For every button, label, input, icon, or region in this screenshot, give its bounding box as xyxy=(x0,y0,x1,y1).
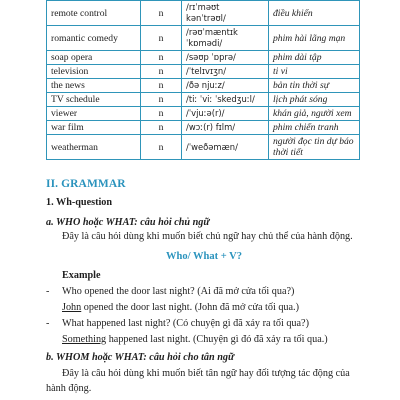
vocab-pronunciation xyxy=(182,135,269,160)
vocab-pronunciation xyxy=(182,65,269,79)
pronunciation-line: ˈkɒmədi/ xyxy=(186,38,223,48)
vocab-part-of-speech: n xyxy=(141,65,182,79)
answer-subject: John xyxy=(62,302,82,313)
bullet-dash: - xyxy=(46,318,50,329)
vocab-row xyxy=(47,1,360,26)
pronunciation-line: /rəʊˈmæntɪk xyxy=(186,27,238,37)
vocab-meaning: ti vi xyxy=(269,65,360,79)
vocab-meaning: phim hài lãng mạn xyxy=(269,26,360,51)
example-question-1: Who opened the door last night? (Ai đã mở cửa tối qua?) xyxy=(62,286,295,297)
pronunciation-line: /rɪˈməʊt xyxy=(186,2,220,12)
subsection-title: 1. Wh-question xyxy=(46,197,113,208)
vocab-pronunciation xyxy=(182,51,269,65)
example-question-2: What happened last night? (Có chuyện gì đã xảy ra tối qua?) xyxy=(62,318,309,329)
vocab-meaning: phim dài tập xyxy=(269,51,360,65)
pronunciation-line: kənˈtrəʊl/ xyxy=(186,13,226,23)
pronunciation-line: /wɔː(r) fɪlm/ xyxy=(186,122,236,132)
vocab-row xyxy=(47,51,360,65)
vocab-part-of-speech: n xyxy=(141,135,182,160)
vocab-row xyxy=(47,26,360,51)
vocab-row xyxy=(47,107,360,121)
vocab-word: viewer xyxy=(47,107,141,121)
section-title: II. GRAMMAR xyxy=(46,178,126,190)
vocab-part-of-speech: n xyxy=(141,26,182,51)
pronunciation-line: /ðə njuːz/ xyxy=(186,80,225,90)
vocab-word: romantic comedy xyxy=(47,26,141,51)
vocab-meaning: lịch phát sóng xyxy=(269,93,360,107)
vocab-part-of-speech: n xyxy=(141,79,182,93)
vocab-meaning: người đọc tin dự báo thời tiết xyxy=(269,135,360,160)
vocab-word: weatherman xyxy=(47,135,141,160)
example-answer-2 xyxy=(62,334,328,345)
answer-text: happened last night. (Chuyện gì đó đã xảy ra tối qua.) xyxy=(106,334,328,345)
example-title: Example xyxy=(62,270,101,281)
vocab-word: remote control xyxy=(47,1,141,26)
paragraph-b: Đây là câu hỏi dùng khi muốn biết tân ngữ hay đối tượng tác động của hành động. xyxy=(46,368,350,394)
answer-text: opened the door last night. (John đã mở cửa tối qua.) xyxy=(81,302,299,313)
vocab-row xyxy=(47,121,360,135)
pronunciation-line: /tiː ˈviː ˈskedʒuːl/ xyxy=(186,94,255,104)
vocab-pronunciation xyxy=(182,79,269,93)
example-answer-1 xyxy=(62,302,299,313)
vocab-part-of-speech: n xyxy=(141,107,182,121)
vocab-pronunciation xyxy=(182,26,269,51)
vocab-row xyxy=(47,79,360,93)
vocabulary-table xyxy=(46,0,360,160)
vocab-part-of-speech: n xyxy=(141,93,182,107)
vocab-pronunciation xyxy=(182,1,269,26)
pronunciation-line: /ˈvjuːə(r)/ xyxy=(186,108,225,118)
answer-subject: Something xyxy=(62,334,107,345)
pronunciation-line: /ˈtelɪvɪʒn/ xyxy=(186,66,227,76)
vocab-part-of-speech: n xyxy=(141,1,182,26)
vocab-word: television xyxy=(47,65,141,79)
vocab-row xyxy=(47,135,360,160)
vocab-meaning: khán giả, người xem xyxy=(269,107,360,121)
vocab-meaning: điều khiển xyxy=(269,1,360,26)
formula: Who/ What + V? xyxy=(166,251,242,262)
pronunciation-line: /ˈweðəmæn/ xyxy=(186,141,238,152)
bullet-dash: - xyxy=(46,286,50,297)
vocab-word: soap opera xyxy=(47,51,141,65)
vocab-meaning: bản tin thời sự xyxy=(269,79,360,93)
vocab-word: war film xyxy=(47,121,141,135)
vocab-part-of-speech: n xyxy=(141,121,182,135)
vocab-meaning: phim chiến tranh xyxy=(269,121,360,135)
subsection-b-title: b. WHOM hoặc WHAT: câu hỏi cho tân ngữ xyxy=(46,352,235,363)
subsection-a-title: a. WHO hoặc WHAT: câu hỏi chủ ngữ xyxy=(46,217,210,228)
vocab-word: TV schedule xyxy=(47,93,141,107)
vocab-pronunciation xyxy=(182,121,269,135)
pronunciation-line: /səʊp ˈɒprə/ xyxy=(186,52,236,62)
vocab-pronunciation xyxy=(182,93,269,107)
paragraph-a: Đây là câu hỏi dùng khi muốn biết chủ ngữ hay chủ thể của hành động. xyxy=(62,231,353,242)
vocab-row xyxy=(47,93,360,107)
vocab-pronunciation xyxy=(182,107,269,121)
vocab-word: the news xyxy=(47,79,141,93)
vocab-part-of-speech: n xyxy=(141,51,182,65)
vocab-row xyxy=(47,65,360,79)
